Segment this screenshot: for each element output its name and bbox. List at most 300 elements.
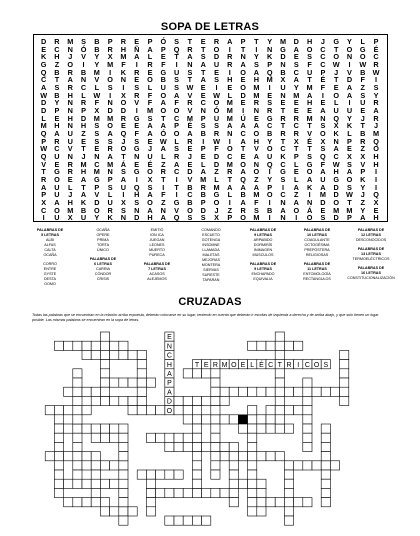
- crossword-cell[interactable]: [220, 452, 229, 461]
- crossword-cell[interactable]: [211, 378, 220, 387]
- crossword-cell[interactable]: [119, 442, 128, 451]
- crossword-cell[interactable]: [165, 442, 174, 451]
- crossword-cell[interactable]: [284, 461, 293, 470]
- crossword-cell[interactable]: [183, 442, 192, 451]
- crossword-cell[interactable]: [156, 488, 165, 497]
- crossword-cell[interactable]: [211, 452, 220, 461]
- crossword-cell[interactable]: [220, 415, 229, 424]
- crossword-cell[interactable]: [54, 424, 63, 433]
- crossword-cell[interactable]: [54, 461, 63, 470]
- crossword-cell[interactable]: [321, 387, 330, 396]
- crossword-cell[interactable]: [284, 498, 293, 507]
- crossword-cell[interactable]: [202, 369, 211, 378]
- crossword-cell[interactable]: [128, 396, 137, 405]
- crossword-cell[interactable]: [275, 369, 284, 378]
- crossword-cell[interactable]: [312, 461, 321, 470]
- crossword-cell[interactable]: [156, 470, 165, 479]
- crossword-cell[interactable]: [146, 507, 155, 516]
- crossword-cell[interactable]: [174, 433, 183, 442]
- crossword-cell[interactable]: [284, 516, 293, 525]
- crossword-cell[interactable]: [100, 387, 109, 396]
- crossword-cell[interactable]: [100, 396, 109, 405]
- crossword-cell[interactable]: [284, 341, 293, 350]
- crossword-cell[interactable]: [275, 424, 284, 433]
- crossword-cell[interactable]: [54, 479, 63, 488]
- crossword-cell[interactable]: [275, 498, 284, 507]
- crossword-cell[interactable]: [266, 424, 275, 433]
- crossword-cell[interactable]: [183, 488, 192, 497]
- word-list-item: JUEGAN: [149, 238, 165, 242]
- crossword-cell[interactable]: [192, 488, 201, 497]
- crossword-cell[interactable]: [211, 369, 220, 378]
- crossword-cell[interactable]: [284, 424, 293, 433]
- crossword-cell[interactable]: [54, 415, 63, 424]
- crossword-cell[interactable]: [119, 452, 128, 461]
- crossword-cell[interactable]: [284, 507, 293, 516]
- word-list-item: INIMAGEN: [253, 248, 273, 252]
- crossword-cell[interactable]: [64, 498, 73, 507]
- crossword-cell[interactable]: [183, 415, 192, 424]
- crossword-cell[interactable]: [82, 341, 91, 350]
- crossword-cell[interactable]: [54, 406, 63, 415]
- crossword-cell[interactable]: [257, 498, 266, 507]
- crossword-cell[interactable]: [257, 424, 266, 433]
- crossword-cell[interactable]: [275, 415, 284, 424]
- crossword-cell[interactable]: [156, 406, 165, 415]
- crossword-cell[interactable]: [229, 498, 238, 507]
- crossword-cell[interactable]: [45, 452, 54, 461]
- crossword-cell[interactable]: [91, 470, 100, 479]
- crossword-cell[interactable]: [119, 433, 128, 442]
- crossword-cell[interactable]: [110, 341, 119, 350]
- crossword-cell[interactable]: [220, 387, 229, 396]
- crossword-cell[interactable]: [284, 488, 293, 497]
- crossword-cell[interactable]: [312, 387, 321, 396]
- word-list-heading: 16 LETRAS: [361, 271, 381, 275]
- crossword-cell[interactable]: [321, 488, 330, 497]
- wordsearch-row: E C N Ó B R H Ñ A P Q R T O I T I N G A O C T O G É: [41, 44, 379, 54]
- crossword-cell[interactable]: [238, 415, 247, 424]
- crossword-cell[interactable]: [146, 433, 155, 442]
- crossword-cell[interactable]: [100, 424, 109, 433]
- crossword-cell[interactable]: [146, 378, 155, 387]
- crossword-cell[interactable]: [82, 406, 91, 415]
- crossword-cell[interactable]: [73, 433, 82, 442]
- crossword-cell[interactable]: [303, 378, 312, 387]
- crossword-cell[interactable]: [248, 424, 257, 433]
- crossword-cell[interactable]: [110, 396, 119, 405]
- crossword-cell[interactable]: [137, 396, 146, 405]
- crossword-cell[interactable]: [119, 516, 128, 525]
- crossword-cell[interactable]: [321, 470, 330, 479]
- crossword-cell[interactable]: [137, 387, 146, 396]
- crossword-cell[interactable]: [220, 396, 229, 405]
- crossword-cell[interactable]: [183, 516, 192, 525]
- crossword-cell[interactable]: [119, 488, 128, 497]
- crossword-cell[interactable]: [321, 442, 330, 451]
- crossword-cell[interactable]: [211, 424, 220, 433]
- crossword-cell[interactable]: [174, 516, 183, 525]
- crossword-cell[interactable]: [73, 387, 82, 396]
- crossword-cell[interactable]: [266, 341, 275, 350]
- crossword-cell[interactable]: [165, 433, 174, 442]
- crossword-cell[interactable]: [257, 415, 266, 424]
- crossword-cell[interactable]: [229, 461, 238, 470]
- crossword-cell[interactable]: [165, 516, 174, 525]
- crossword-letter: M: [221, 361, 228, 369]
- crossword-cell[interactable]: [91, 461, 100, 470]
- crossword-cell[interactable]: [266, 387, 275, 396]
- crossword-cell[interactable]: [192, 433, 201, 442]
- crossword-cell[interactable]: [119, 396, 128, 405]
- crossword-cell[interactable]: [284, 387, 293, 396]
- crossword-cell[interactable]: [100, 369, 109, 378]
- crossword-cell[interactable]: [303, 406, 312, 415]
- wordsearch-row: X A H K D U X S O Z G B P O I A F I N A N D O T Z X: [41, 198, 379, 207]
- crossword-cell[interactable]: [137, 350, 146, 359]
- crossword-cell[interactable]: [82, 387, 91, 396]
- crossword-cell[interactable]: [73, 396, 82, 405]
- crossword-cell[interactable]: [100, 332, 109, 341]
- crossword-cell[interactable]: [202, 442, 211, 451]
- crossword-cell[interactable]: [192, 369, 201, 378]
- crossword-cell[interactable]: [284, 470, 293, 479]
- crossword-cell[interactable]: [257, 452, 266, 461]
- crossword-cell[interactable]: [248, 479, 257, 488]
- crossword-cell[interactable]: [73, 415, 82, 424]
- crossword-cell[interactable]: [192, 415, 201, 424]
- crossword-cell[interactable]: [303, 396, 312, 405]
- crossword-letter: E: [240, 361, 246, 369]
- crossword-cell[interactable]: [183, 406, 192, 415]
- crossword-cell[interactable]: [91, 350, 100, 359]
- word-list-item: CALTA: [44, 248, 56, 252]
- crossword-cell[interactable]: [303, 433, 312, 442]
- crossword-cell[interactable]: [100, 341, 109, 350]
- crossword-cell[interactable]: [82, 424, 91, 433]
- wordsearch-row: W C V T E R O G J A S E P F O T V O C T T S A E Z O: [40, 144, 379, 154]
- crossword-cell[interactable]: [146, 488, 155, 497]
- word-list-item: COAGULANTE: [304, 238, 330, 242]
- crossword-cell[interactable]: [340, 387, 349, 396]
- crossword-cell[interactable]: [248, 461, 257, 470]
- word-list-item: RECTANGULOS: [303, 277, 331, 281]
- crossword-cell[interactable]: [110, 461, 119, 470]
- crossword-cell[interactable]: [229, 452, 238, 461]
- word-list-item: CARRIA: [96, 267, 110, 271]
- crossword-cell[interactable]: [128, 507, 137, 516]
- crossword-cell[interactable]: [73, 369, 82, 378]
- crossword-cell[interactable]: [321, 498, 330, 507]
- crossword-cell[interactable]: [137, 406, 146, 415]
- crossword-cell[interactable]: [275, 350, 284, 359]
- crossword-cell[interactable]: [294, 406, 303, 415]
- crossword-cell[interactable]: [54, 488, 63, 497]
- crossword-cell[interactable]: [294, 498, 303, 507]
- crossword-cell[interactable]: [137, 378, 146, 387]
- crossword-cell[interactable]: [82, 479, 91, 488]
- crossword-cell[interactable]: [91, 387, 100, 396]
- crossword-cell[interactable]: [330, 387, 339, 396]
- crossword-cell[interactable]: [73, 461, 82, 470]
- crossword-cell[interactable]: [192, 406, 201, 415]
- crossword-cell[interactable]: [248, 415, 257, 424]
- crossword-cell[interactable]: [119, 378, 128, 387]
- crossword-cell[interactable]: [119, 350, 128, 359]
- crossword-cell[interactable]: [174, 442, 183, 451]
- crossword-cell[interactable]: [275, 387, 284, 396]
- crossword-cell[interactable]: [110, 479, 119, 488]
- crossword-cell[interactable]: [248, 488, 257, 497]
- crossword-cell[interactable]: [64, 424, 73, 433]
- crossword-cell[interactable]: [284, 479, 293, 488]
- crossword-cell[interactable]: [202, 396, 211, 405]
- crossword-cell[interactable]: [119, 479, 128, 488]
- wordsearch-row: V E R M C M Á E É Z A E L D M O N Q C L G F W S V H: [41, 159, 379, 169]
- crossword-cell[interactable]: [91, 424, 100, 433]
- crossword-cell[interactable]: [73, 341, 82, 350]
- crossword-cell[interactable]: [73, 406, 82, 415]
- crossword-cell[interactable]: [248, 406, 257, 415]
- crossword-cell[interactable]: [54, 341, 63, 350]
- crossword-cell[interactable]: [146, 498, 155, 507]
- crossword-cell[interactable]: [266, 498, 275, 507]
- crossword-cell[interactable]: [192, 424, 201, 433]
- crossword-cell[interactable]: [257, 488, 266, 497]
- crossword-cell[interactable]: [73, 424, 82, 433]
- crossword-cell[interactable]: [73, 498, 82, 507]
- crossword-cell[interactable]: [248, 507, 257, 516]
- crossword-cell[interactable]: [110, 424, 119, 433]
- crossword-cell[interactable]: [183, 433, 192, 442]
- crossword-cell[interactable]: [100, 360, 109, 369]
- crossword-cell[interactable]: [220, 488, 229, 497]
- crossword-cell[interactable]: [229, 442, 238, 451]
- crossword-cell[interactable]: [91, 433, 100, 442]
- crossword-cell[interactable]: [211, 396, 220, 405]
- crossword-cell[interactable]: [248, 341, 257, 350]
- crossword-cell[interactable]: [257, 479, 266, 488]
- crossword-cell[interactable]: [183, 369, 192, 378]
- crossword-cell[interactable]: [165, 470, 174, 479]
- crossword-cell[interactable]: [321, 452, 330, 461]
- crossword-cell[interactable]: [91, 488, 100, 497]
- crossword-cell[interactable]: [275, 332, 284, 341]
- crossword-cell[interactable]: [119, 498, 128, 507]
- crossword-cell[interactable]: [100, 498, 109, 507]
- word-list-heading: PALABRAS DE: [36, 228, 64, 232]
- crossword-cell[interactable]: [91, 479, 100, 488]
- crossword-cell[interactable]: [119, 341, 128, 350]
- crossword-cell[interactable]: [54, 470, 63, 479]
- crossword-cell[interactable]: [64, 341, 73, 350]
- crossword-cell[interactable]: [82, 461, 91, 470]
- crossword-cell[interactable]: [211, 461, 220, 470]
- crossword-cell[interactable]: [340, 350, 349, 359]
- crossword-cell[interactable]: [100, 378, 109, 387]
- crossword-cell[interactable]: [183, 396, 192, 405]
- crossword-cell[interactable]: [303, 415, 312, 424]
- word-list-heading: PALABRAS DE: [249, 228, 277, 232]
- crossword-cell[interactable]: [45, 406, 54, 415]
- crossword-cell[interactable]: [64, 406, 73, 415]
- crossword-cell[interactable]: [303, 442, 312, 451]
- crossword-cell[interactable]: [229, 387, 238, 396]
- crossword-cell[interactable]: [229, 488, 238, 497]
- crossword-cell[interactable]: [110, 507, 119, 516]
- crossword-cell[interactable]: [211, 406, 220, 415]
- crossword-cell[interactable]: [100, 350, 109, 359]
- wordsearch-row: Q B R B M I K R E G U S T E I O A Q B C U P J V B W: [40, 67, 380, 77]
- crossword-cell[interactable]: [73, 479, 82, 488]
- crossword-cell[interactable]: [146, 406, 155, 415]
- crossword-cell[interactable]: [229, 479, 238, 488]
- crossword-cell[interactable]: [248, 470, 257, 479]
- crossword-cell[interactable]: [257, 507, 266, 516]
- crossword-cell[interactable]: [192, 396, 201, 405]
- crossword-cell[interactable]: [340, 396, 349, 405]
- crossword-cell[interactable]: [91, 341, 100, 350]
- wordsearch-row: W B H L W I X R F O A V E W L D M E N M A I O A S Y: [40, 90, 379, 100]
- crossword-cell[interactable]: [238, 387, 247, 396]
- crossword-cell[interactable]: [266, 415, 275, 424]
- crossword-cell[interactable]: [146, 470, 155, 479]
- crossword-cell[interactable]: [275, 452, 284, 461]
- crossword-cell[interactable]: [128, 350, 137, 359]
- crossword-cell[interactable]: [174, 488, 183, 497]
- crossword-cell[interactable]: [275, 341, 284, 350]
- crossword-cell[interactable]: [91, 498, 100, 507]
- crossword-cell[interactable]: [340, 369, 349, 378]
- crossword-cell[interactable]: [303, 498, 312, 507]
- crossword-cell[interactable]: [73, 442, 82, 451]
- crossword-cell[interactable]: [128, 406, 137, 415]
- crossword-cell[interactable]: [321, 424, 330, 433]
- crossword-cell[interactable]: [229, 470, 238, 479]
- crossword-cell[interactable]: [73, 452, 82, 461]
- crossword-cell[interactable]: [211, 415, 220, 424]
- crossword-cell[interactable]: [211, 488, 220, 497]
- crossword-cell[interactable]: [119, 470, 128, 479]
- crossword-cell[interactable]: [303, 461, 312, 470]
- crossword-cell[interactable]: [202, 516, 211, 525]
- crossword-cell[interactable]: [156, 433, 165, 442]
- crossword-cell[interactable]: [192, 479, 201, 488]
- crossword-cell[interactable]: [73, 470, 82, 479]
- crossword-cell[interactable]: [211, 387, 220, 396]
- crossword-cell[interactable]: [294, 387, 303, 396]
- crossword-cell[interactable]: [248, 442, 257, 451]
- crossword-cell[interactable]: [284, 406, 293, 415]
- crossword-cell[interactable]: [137, 360, 146, 369]
- crossword-cell[interactable]: [174, 470, 183, 479]
- word-list-item: MUSCULOS: [252, 253, 274, 257]
- crossword-cell[interactable]: [248, 498, 257, 507]
- crossword-cell[interactable]: [321, 433, 330, 442]
- crossword-cell[interactable]: [238, 452, 247, 461]
- crossword-cell[interactable]: [110, 350, 119, 359]
- crossword-cell[interactable]: [294, 341, 303, 350]
- crossword-cell[interactable]: [321, 461, 330, 470]
- crossword-cell[interactable]: [82, 498, 91, 507]
- crossword-cell[interactable]: [275, 406, 284, 415]
- crossword-cell[interactable]: [119, 507, 128, 516]
- crossword-cell[interactable]: [275, 378, 284, 387]
- crossword-cell[interactable]: [211, 433, 220, 442]
- crossword-cell[interactable]: [100, 461, 109, 470]
- crossword-cell[interactable]: [137, 470, 146, 479]
- crossword-cell[interactable]: [137, 369, 146, 378]
- crossword-cell[interactable]: [192, 442, 201, 451]
- crossword-cell[interactable]: [192, 452, 201, 461]
- crossword-cell[interactable]: [100, 507, 109, 516]
- crossword-cell[interactable]: [82, 350, 91, 359]
- crossword-cell[interactable]: [321, 479, 330, 488]
- crossword-cell[interactable]: [192, 470, 201, 479]
- crossword-cell[interactable]: [91, 452, 100, 461]
- crossword-cell[interactable]: [266, 452, 275, 461]
- crossword-cell[interactable]: [248, 387, 257, 396]
- crossword-cell[interactable]: [119, 424, 128, 433]
- crossword-cell[interactable]: [54, 452, 63, 461]
- crossword-cell[interactable]: [64, 452, 73, 461]
- crossword-cell[interactable]: [238, 424, 247, 433]
- crossword-cell[interactable]: [73, 378, 82, 387]
- crossword-cell[interactable]: [100, 433, 109, 442]
- word-list-item: SURESTE: [202, 273, 220, 277]
- crossword-cell[interactable]: [54, 433, 63, 442]
- crossword-cell[interactable]: [64, 479, 73, 488]
- crossword-cell[interactable]: [229, 415, 238, 424]
- crossword-cell[interactable]: [110, 378, 119, 387]
- crossword-cell[interactable]: [238, 479, 247, 488]
- crossword-cell[interactable]: [100, 479, 109, 488]
- crossword-cell[interactable]: [257, 341, 266, 350]
- crossword-cell[interactable]: [220, 442, 229, 451]
- crossword-cell[interactable]: [266, 406, 275, 415]
- crossword-cell[interactable]: [248, 452, 257, 461]
- crossword-cell[interactable]: [165, 488, 174, 497]
- crossword-cell[interactable]: [340, 378, 349, 387]
- crossword-cell[interactable]: [248, 433, 257, 442]
- crossword-cell[interactable]: [202, 415, 211, 424]
- crossword-cell[interactable]: [54, 442, 63, 451]
- crossword-cell[interactable]: [257, 387, 266, 396]
- crossword-cell[interactable]: [330, 461, 339, 470]
- crossword-cell[interactable]: [119, 461, 128, 470]
- crossword-cell[interactable]: [146, 479, 155, 488]
- crossword-cell[interactable]: [128, 378, 137, 387]
- crossword-cell[interactable]: [202, 488, 211, 497]
- crossword-cell[interactable]: [64, 387, 73, 396]
- crossword-cell[interactable]: [211, 442, 220, 451]
- crossword-cell[interactable]: [82, 452, 91, 461]
- crossword-cell[interactable]: [275, 396, 284, 405]
- crossword-cell[interactable]: [192, 516, 201, 525]
- crossword-cell[interactable]: [192, 461, 201, 470]
- crossword-cell[interactable]: [110, 433, 119, 442]
- crossword-cell[interactable]: [91, 396, 100, 405]
- crossword-cell[interactable]: [294, 461, 303, 470]
- crossword-cell[interactable]: [340, 360, 349, 369]
- crossword-cell[interactable]: [303, 387, 312, 396]
- wordsearch-row: D R M S B P R E P Ó S T E R A P T Y M D H J G Y L P: [41, 37, 379, 46]
- wordsearch-row: P U J A V L I H A F I C B G L B M O C Z I M D W J Q: [41, 190, 379, 200]
- crossword-cell[interactable]: [174, 406, 183, 415]
- crossword-cell[interactable]: [303, 424, 312, 433]
- crossword-cell[interactable]: [211, 470, 220, 479]
- crossword-cell[interactable]: [174, 396, 183, 405]
